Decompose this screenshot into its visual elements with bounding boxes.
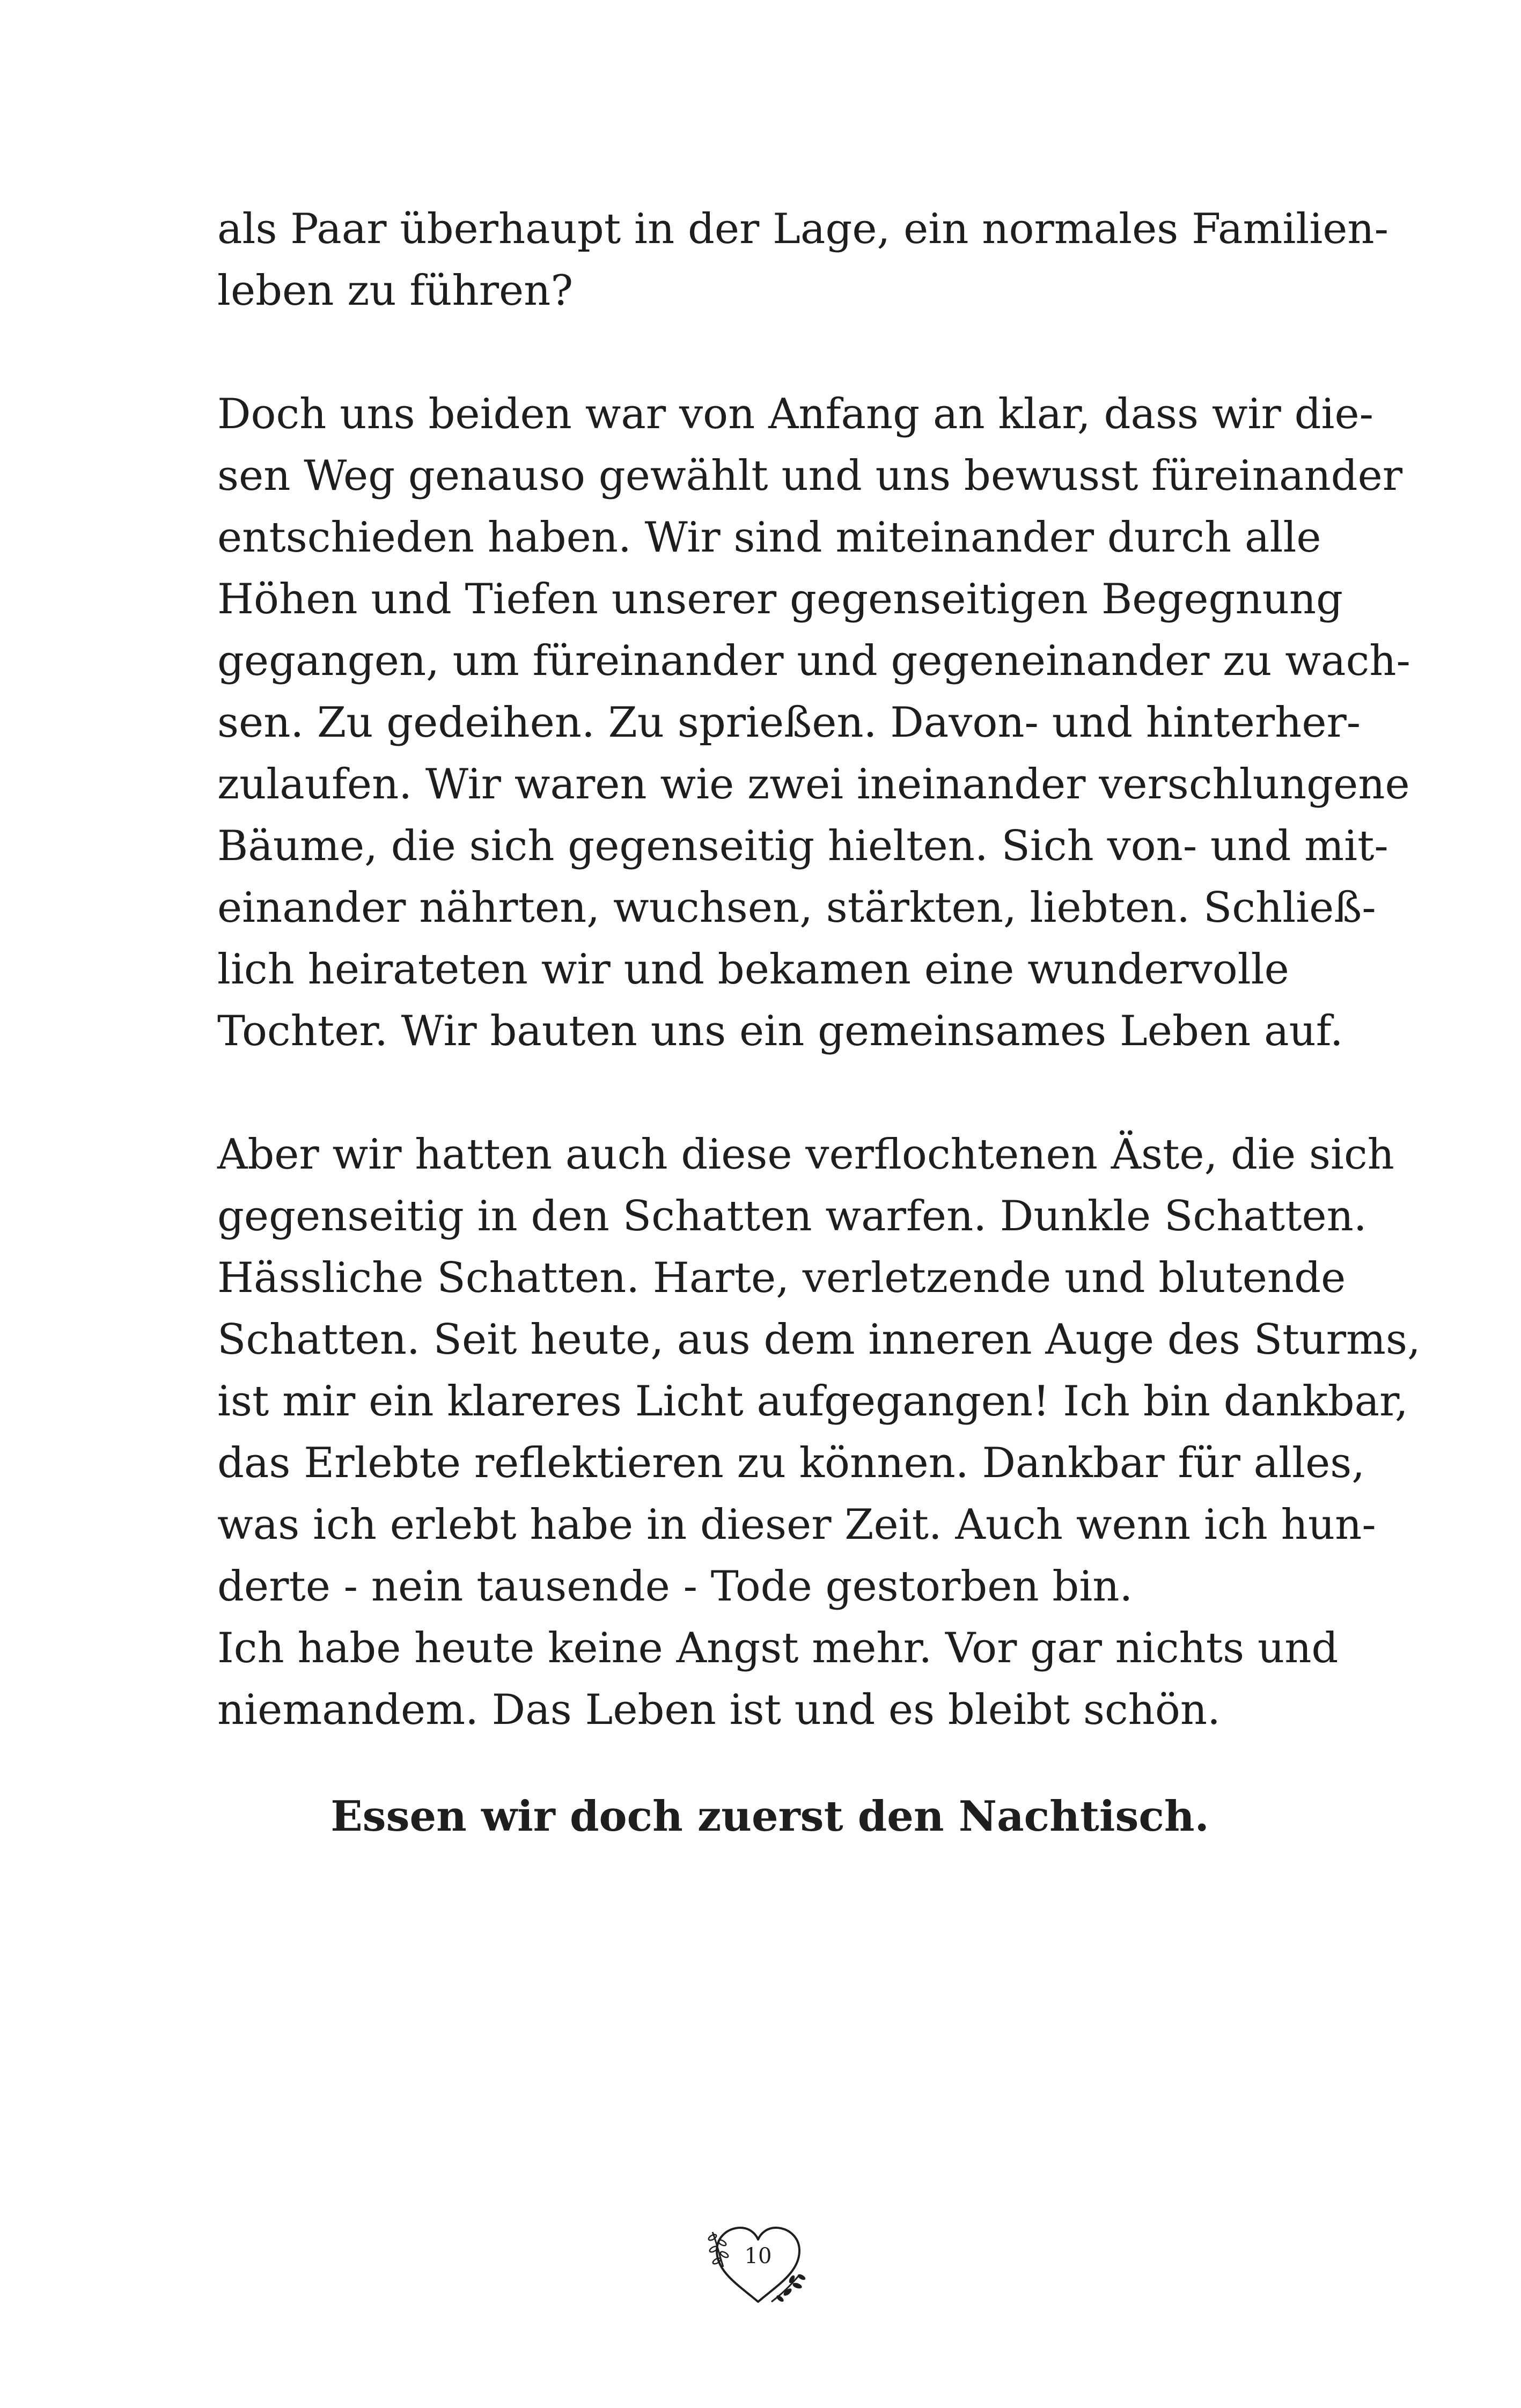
text-line: was ich erlebt habe in dieser Zeit. Auch wenn ich hun- bbox=[217, 1501, 1376, 1549]
text-line: Schatten. Seit heute, aus dem inneren Auge des Sturms, bbox=[217, 1316, 1421, 1364]
paragraph-2 bbox=[217, 384, 1410, 1062]
text-line: Aber wir hatten auch diese verflochtenen Äste, die sich bbox=[217, 1130, 1394, 1179]
text-line: zulaufen. Wir waren wie zwei ineinander verschlungene bbox=[217, 760, 1410, 809]
text-line: das Erlebte reflektieren zu können. Dankbar für alles, bbox=[217, 1439, 1365, 1487]
page-number: 10 bbox=[744, 2244, 772, 2268]
text-line: Hässliche Schatten. Harte, verletzende und blutende bbox=[217, 1254, 1346, 1302]
text-line: gegangen, um füreinander und gegeneinander zu wach- bbox=[217, 637, 1410, 685]
paragraph-1 bbox=[217, 199, 1389, 322]
text-line: Tochter. Wir bauten uns ein gemeinsames Leben auf. bbox=[217, 1007, 1343, 1055]
body-text bbox=[217, 199, 1421, 1741]
text-line: entschieden haben. Wir sind miteinander durch alle bbox=[217, 513, 1321, 562]
text-line: ist mir ein klareres Licht aufgegangen! Ich bin dankbar, bbox=[217, 1377, 1408, 1426]
text-line: niemandem. Das Leben ist und es bleibt schön. bbox=[217, 1686, 1221, 1734]
text-line: gegenseitig in den Schatten warfen. Dunkle Schatten. bbox=[217, 1192, 1367, 1240]
text-line: derte - nein tausende - Tode gestorben bin. bbox=[217, 1562, 1133, 1611]
text-line: Doch uns beiden war von Anfang an klar, dass wir die- bbox=[217, 390, 1373, 438]
text-line: leben zu führen? bbox=[217, 267, 574, 315]
text-line: sen. Zu gedeihen. Zu sprießen. Davon- und hinterher- bbox=[217, 699, 1361, 747]
text-line: Höhen und Tiefen unserer gegenseitigen Begegnung bbox=[217, 575, 1343, 623]
paragraph-3 bbox=[217, 1124, 1421, 1741]
text-line: Ich habe heute keine Angst mehr. Vor gar nichts und bbox=[217, 1624, 1339, 1672]
closing-line: Essen wir doch zuerst den Nachtisch. bbox=[330, 1792, 1209, 1841]
text-line: Bäume, die sich gegenseitig hielten. Sich von- und mit- bbox=[217, 822, 1388, 870]
page-number-ornament bbox=[707, 2221, 809, 2307]
text-line: lich heirateten wir und bekamen eine wundervolle bbox=[217, 945, 1289, 994]
text-line: einander nährten, wuchsen, stärkten, liebten. Schließ- bbox=[217, 884, 1376, 932]
text-line: sen Weg genauso gewählt und uns bewusst füreinander bbox=[217, 452, 1403, 500]
text-line: als Paar überhaupt in der Lage, ein normales Familien- bbox=[217, 205, 1389, 253]
